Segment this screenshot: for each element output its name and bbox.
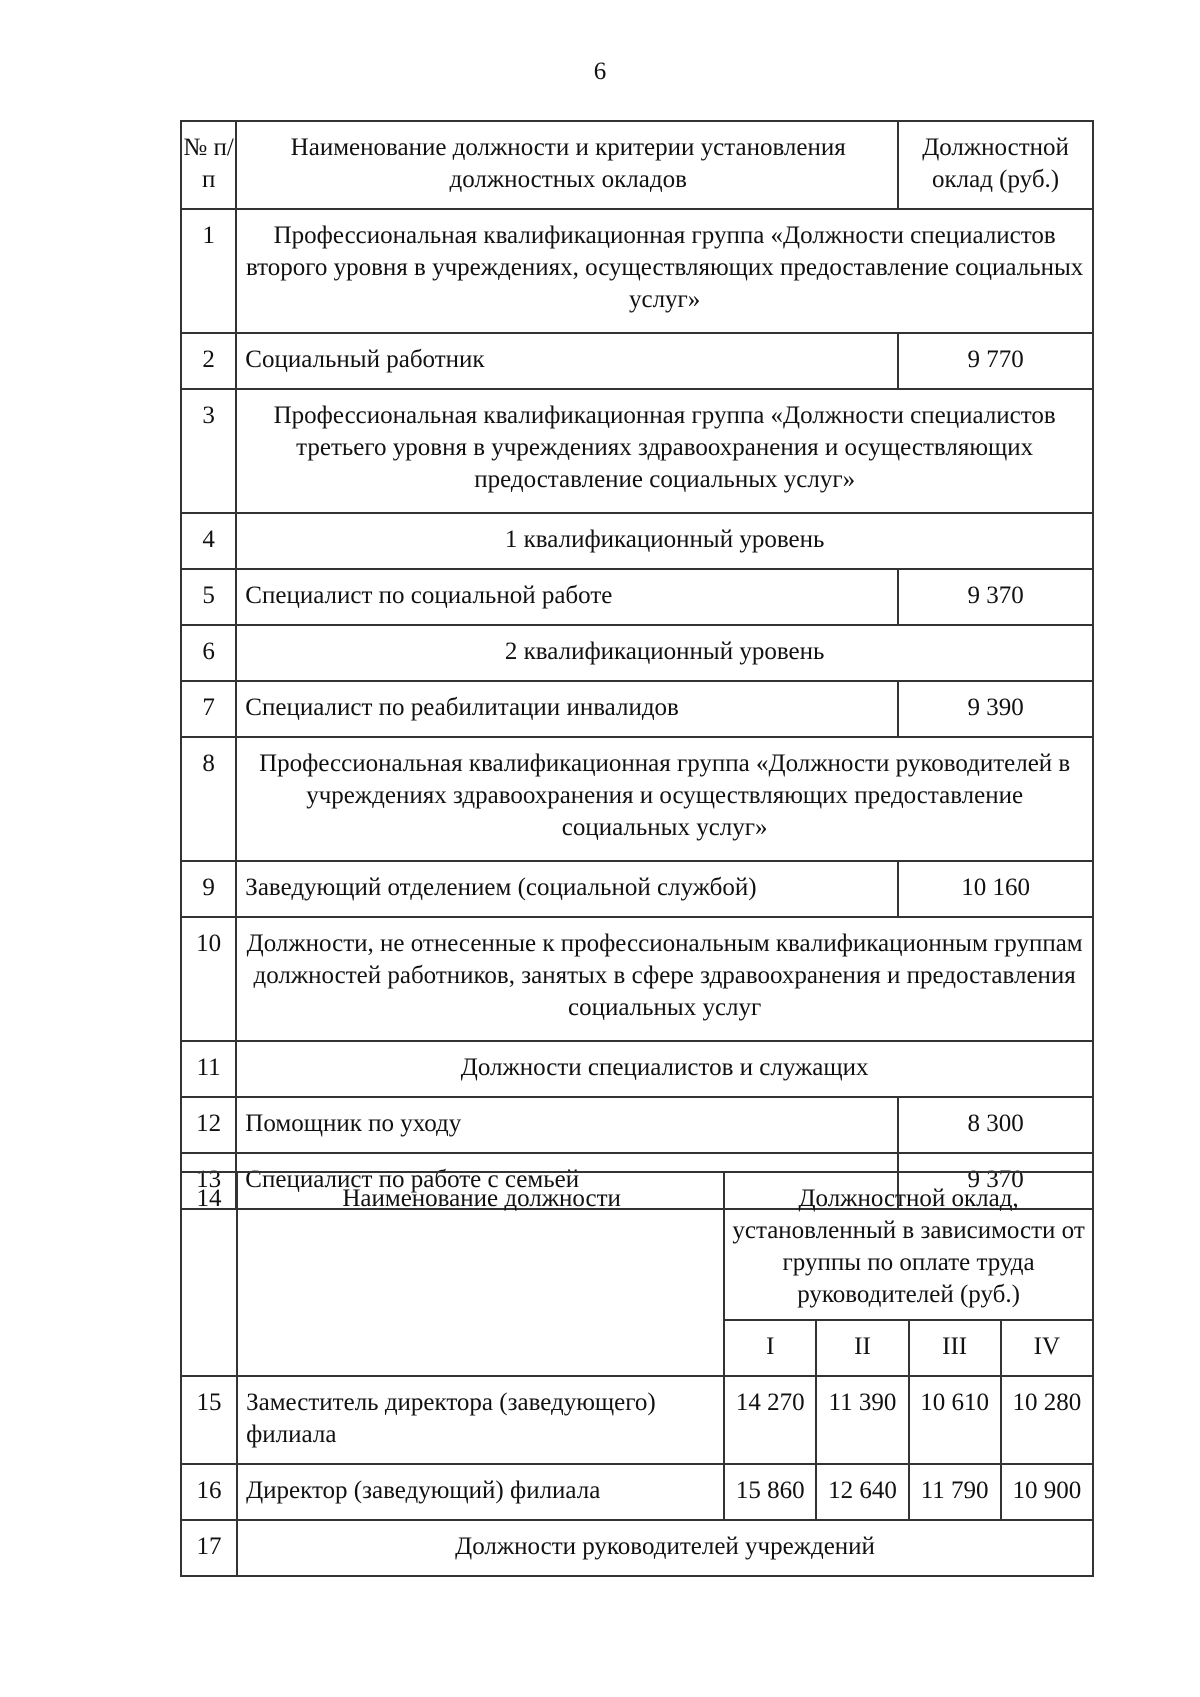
row-num: 17 (181, 1520, 237, 1576)
table-row (181, 625, 1093, 681)
table-row (181, 333, 1093, 389)
table-row (181, 513, 1093, 569)
table-row (181, 737, 1093, 861)
salary-value: 10 610 (909, 1376, 1001, 1464)
group-label: IV (1001, 1320, 1093, 1376)
table-row (181, 389, 1093, 513)
table-row (181, 681, 1093, 737)
header-salary: Должностной оклад (руб.) (898, 121, 1093, 209)
row-num: 13 (181, 1153, 236, 1209)
row-num: 12 (181, 1097, 236, 1153)
header-name: Наименование должности (237, 1172, 724, 1376)
table-row (181, 861, 1093, 917)
salary-value: 10 900 (1001, 1464, 1093, 1520)
table-row (181, 1097, 1093, 1153)
table-row (181, 1464, 1093, 1520)
row-num: 9 (181, 861, 236, 917)
position-name: Специалист по социальной работе (236, 569, 898, 625)
salary-value: 12 640 (816, 1464, 908, 1520)
salary-value: 11 790 (909, 1464, 1001, 1520)
position-name: Заместитель директора (заведующего) филиала (237, 1376, 724, 1464)
table-header-row (181, 1172, 1093, 1320)
group-heading: Должности, не отнесенные к профессиональным квалификационным группам должностей работников, занятых в сфере здравоохранения и предоставления социальных услуг (236, 917, 1093, 1041)
table-row (181, 1376, 1093, 1464)
table-row (181, 209, 1093, 333)
header-salary: Должностной оклад, установленный в зависимости от группы по оплате труда руководителей (руб.) (724, 1172, 1093, 1320)
row-num: 10 (181, 917, 236, 1041)
row-num: 16 (181, 1464, 237, 1520)
salary-value: 10 160 (898, 861, 1093, 917)
salary-value: 10 280 (1001, 1376, 1093, 1464)
row-num: 7 (181, 681, 236, 737)
group-heading: Профессиональная квалификационная группа «Должности руководителей в учреждениях здравоохранения и осуществляющих предоставление социальных услуг» (236, 737, 1093, 861)
group-heading: Профессиональная квалификационная группа «Должности специалистов второго уровня в учреждениях, осуществляющих предоставление социальных услуг» (236, 209, 1093, 333)
row-num: 2 (181, 333, 236, 389)
position-name: Директор (заведующий) филиала (237, 1464, 724, 1520)
salary-value: 11 390 (816, 1376, 908, 1464)
row-num: 11 (181, 1041, 236, 1097)
position-name: Специалист по реабилитации инвалидов (236, 681, 898, 737)
table-row (181, 1520, 1093, 1576)
row-num: 4 (181, 513, 236, 569)
row-num: 1 (181, 209, 236, 333)
salary-value: 9 370 (898, 569, 1093, 625)
table-row (181, 1041, 1093, 1097)
position-name: Социальный работник (236, 333, 898, 389)
salary-value: 14 270 (724, 1376, 816, 1464)
level-heading: 1 квалификационный уровень (236, 513, 1093, 569)
group-label: III (909, 1320, 1001, 1376)
level-heading: Должности руководителей учреждений (237, 1520, 1093, 1576)
row-num: 3 (181, 389, 236, 513)
salary-value: 9 770 (898, 333, 1093, 389)
salary-table (180, 120, 1094, 1210)
row-num: 6 (181, 625, 236, 681)
header-name: Наименование должности и критерии установления должностных окладов (236, 121, 898, 209)
group-label: II (816, 1320, 908, 1376)
row-num: 15 (181, 1376, 237, 1464)
table-header-row (181, 121, 1093, 209)
row-num: 14 (181, 1172, 237, 1376)
position-name: Помощник по уходу (236, 1097, 898, 1153)
header-num: № п/п (181, 121, 236, 209)
group-heading: Профессиональная квалификационная группа «Должности специалистов третьего уровня в учреждениях здравоохранения и осуществляющих предоставление социальных услуг» (236, 389, 1093, 513)
position-name: Заведующий отделением (социальной службой) (236, 861, 898, 917)
row-num: 8 (181, 737, 236, 861)
row-num: 5 (181, 569, 236, 625)
group-label: I (724, 1320, 816, 1376)
table-row (181, 569, 1093, 625)
manager-salary-table (180, 1171, 1094, 1577)
salary-value: 9 370 (898, 1153, 1093, 1209)
salary-value: 15 860 (724, 1464, 816, 1520)
level-heading: Должности специалистов и служащих (236, 1041, 1093, 1097)
salary-value: 8 300 (898, 1097, 1093, 1153)
table-row (181, 917, 1093, 1041)
position-name: Специалист по работе с семьей (236, 1153, 898, 1209)
salary-value: 9 390 (898, 681, 1093, 737)
page-number: 6 (593, 58, 607, 85)
level-heading: 2 квалификационный уровень (236, 625, 1093, 681)
